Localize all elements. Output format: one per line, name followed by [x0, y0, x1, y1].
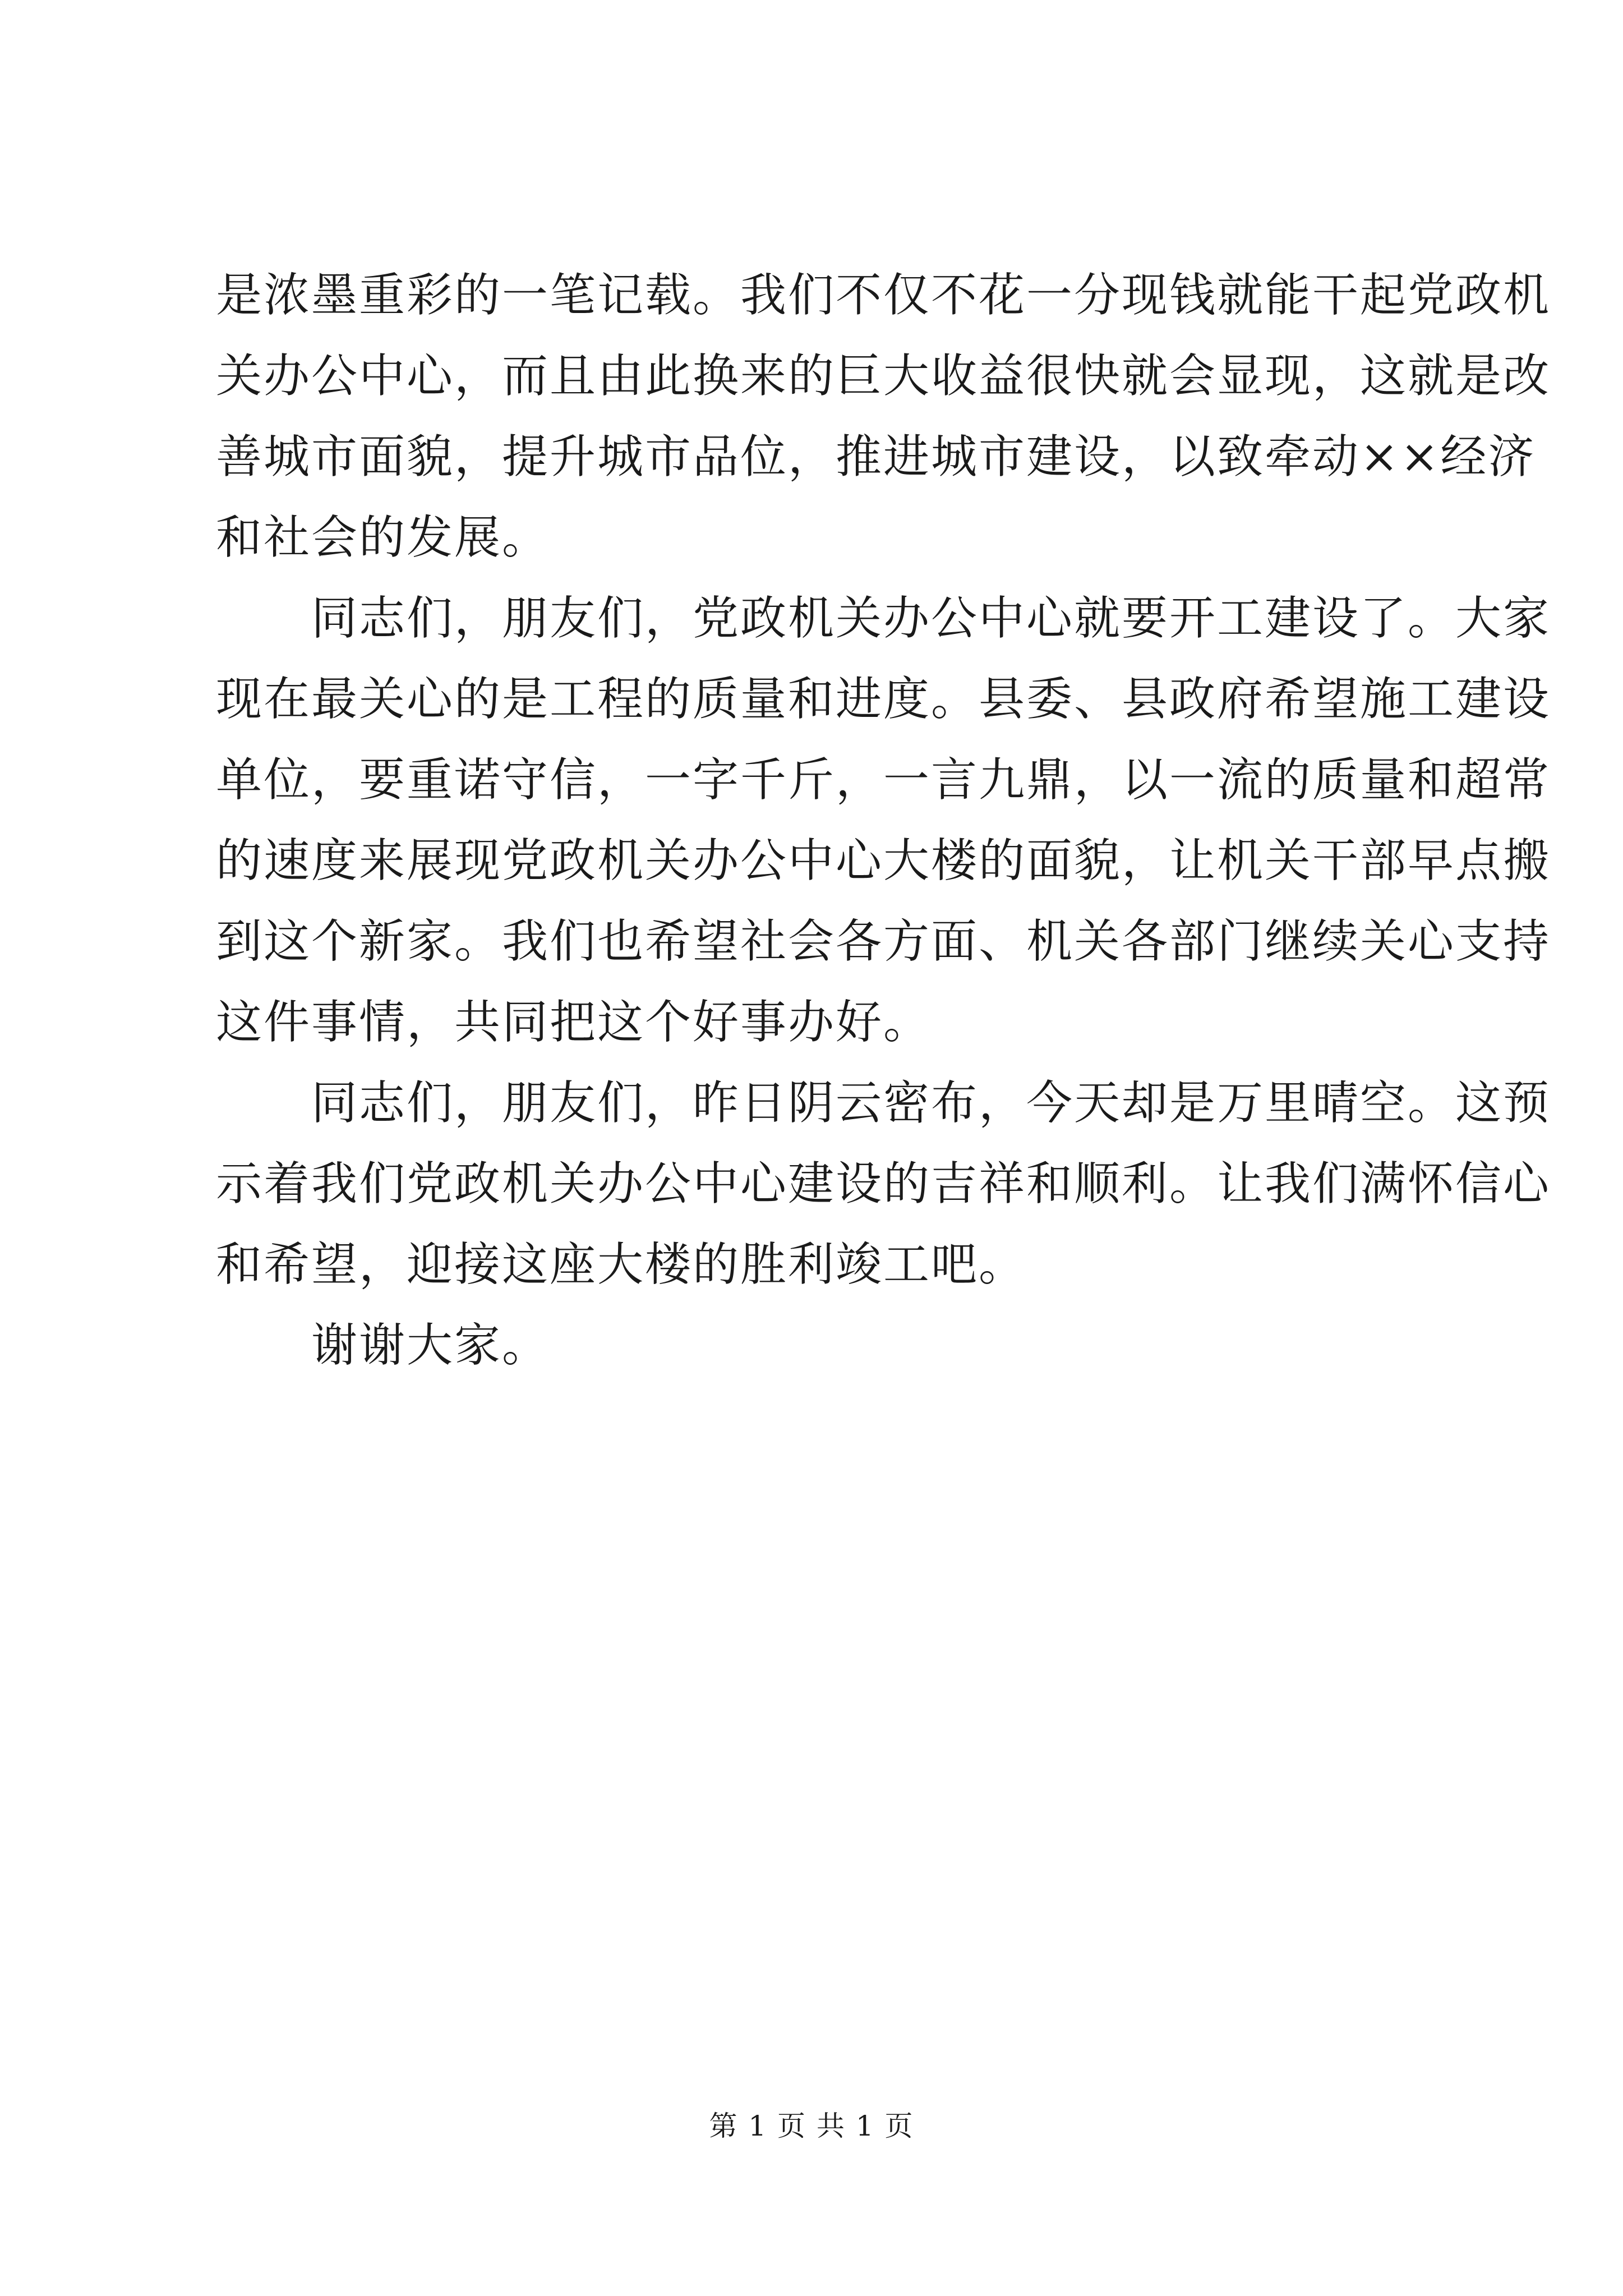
text-line: 单位，要重诺守信，一字千斤，一言九鼎，以一流的质量和超常 [216, 753, 1551, 807]
text-line: 是浓墨重彩的一笔记载。我们不仅不花一分现钱就能干起党政机 [216, 269, 1551, 322]
text-line: 善城市面貌，提升城市品位，推进城市建设，以致牵动××经济 [216, 430, 1536, 484]
text-line: 谢谢大家。 [311, 1319, 550, 1372]
text-line: 同志们，朋友们，党政机关办公中心就要开工建设了。大家 [311, 592, 1551, 645]
text-line: 现在最关心的是工程的质量和进度。县委、县政府希望施工建设 [216, 673, 1551, 726]
text-line: 这件事情，共同把这个好事办好。 [216, 996, 932, 1049]
paragraph-2 [216, 578, 1551, 1063]
page-footer: 第 1 页 共 1 页 [709, 2110, 914, 2142]
text-line: 和社会的发展。 [216, 511, 550, 564]
paragraph-3 [216, 1063, 1551, 1305]
body-text [216, 255, 1551, 1386]
paragraph-1 [216, 255, 1551, 578]
text-line: 同志们，朋友们，昨日阴云密布，今天却是万里晴空。这预 [311, 1076, 1551, 1130]
text-line: 关办公中心，而且由此换来的巨大收益很快就会显现，这就是改 [216, 349, 1551, 403]
text-line: 和希望，迎接这座大楼的胜利竣工吧。 [216, 1238, 1027, 1291]
paragraph-4 [216, 1305, 1416, 1386]
text-line: 示着我们党政机关办公中心建设的吉祥和顺利。让我们满怀信心 [216, 1157, 1551, 1211]
text-line: 的速度来展现党政机关办公中心大楼的面貌，让机关干部早点搬 [216, 834, 1551, 887]
text-line: 到这个新家。我们也希望社会各方面、机关各部门继续关心支持 [216, 915, 1551, 968]
